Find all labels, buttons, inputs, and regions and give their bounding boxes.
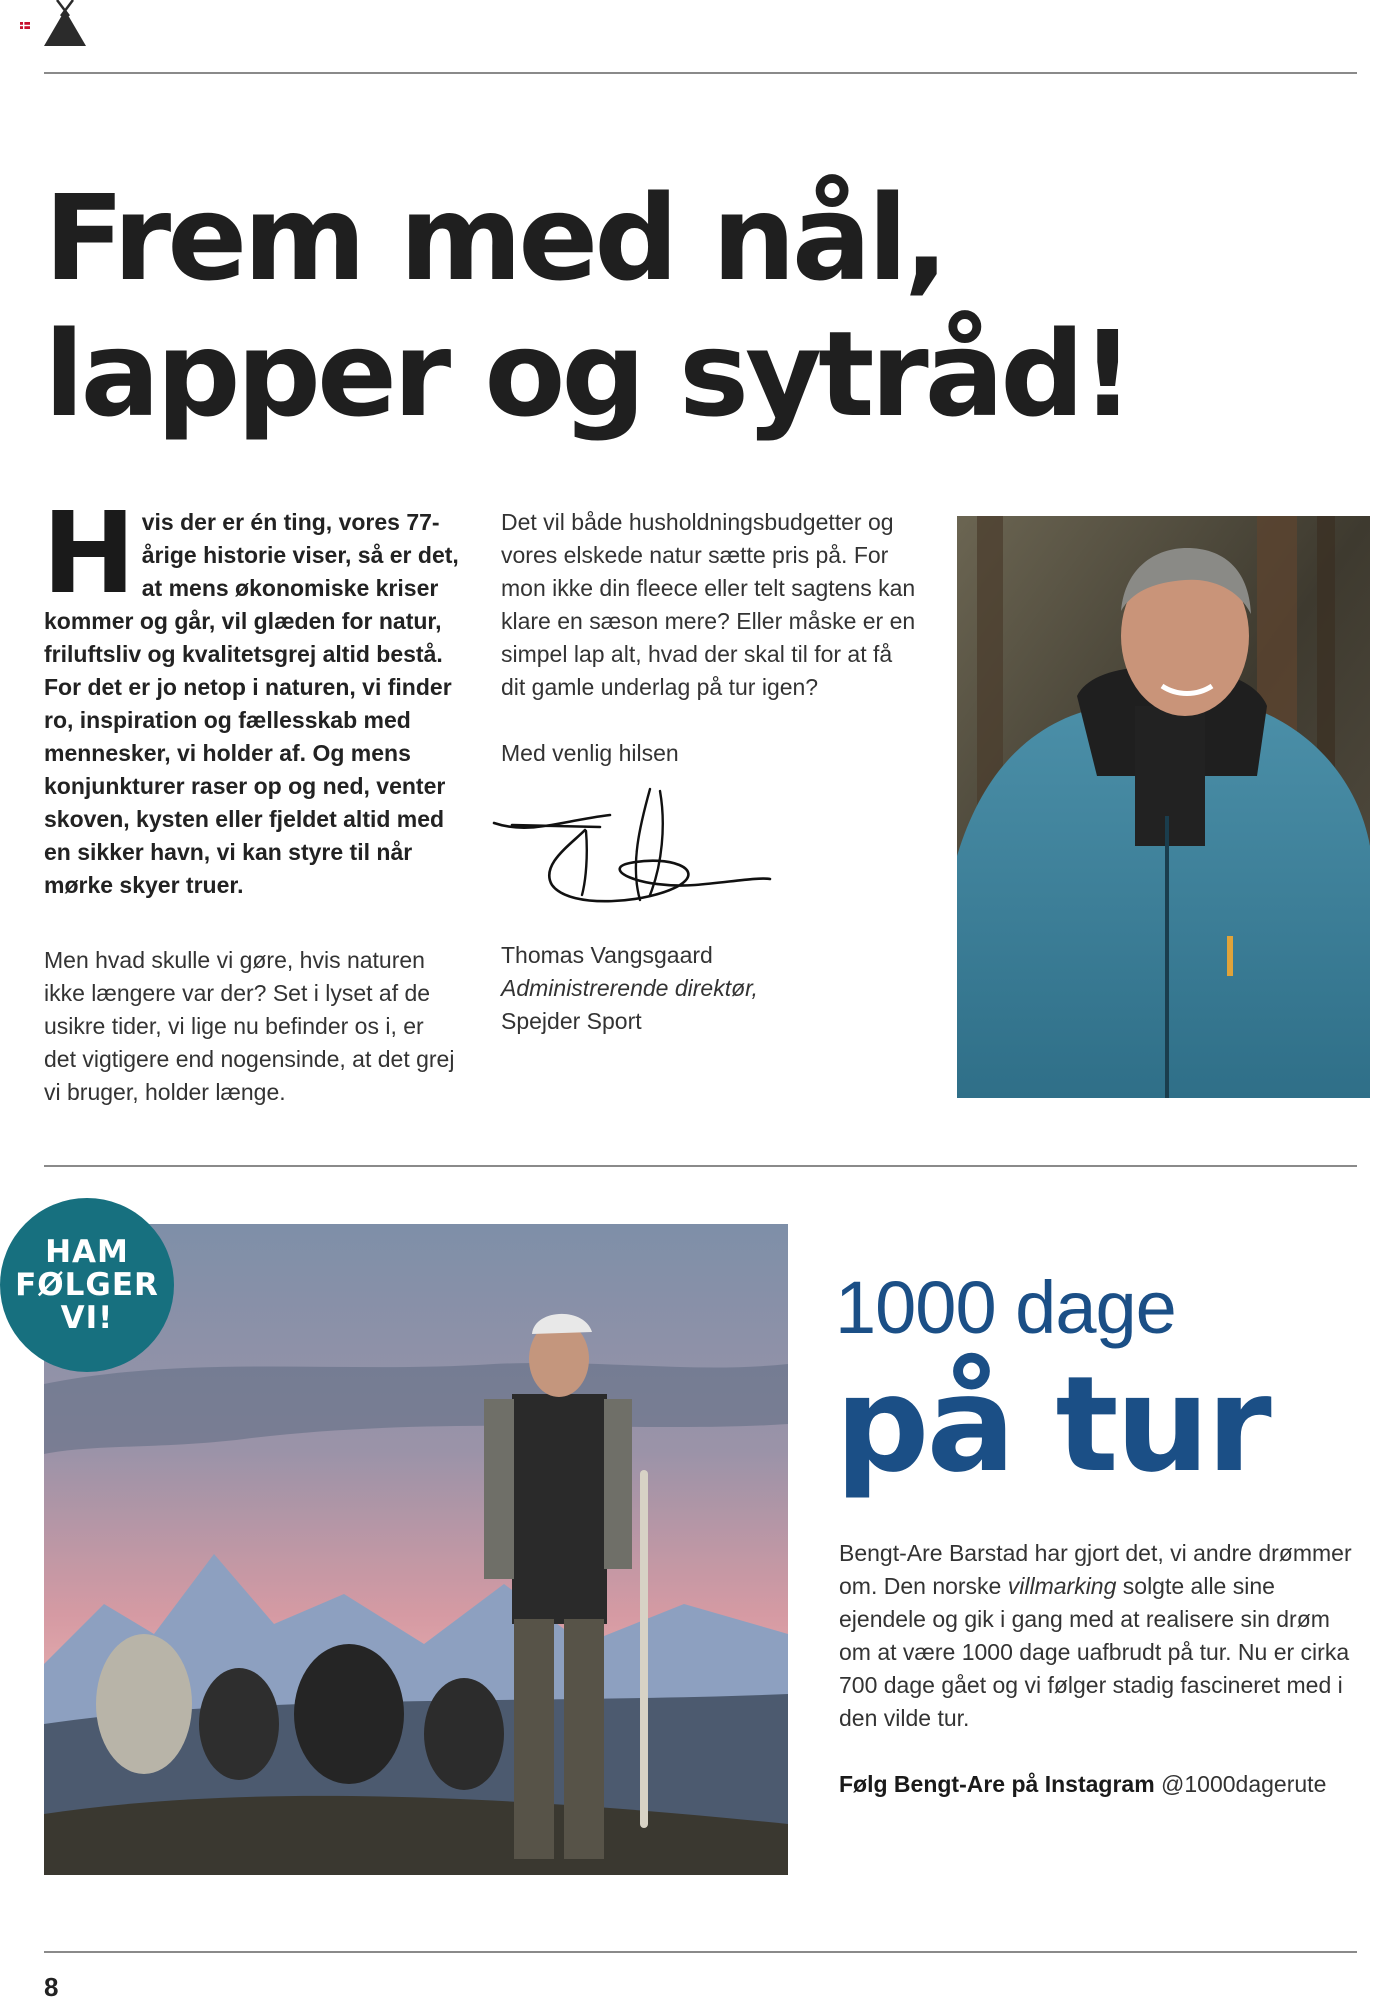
badge-line-2: FØLGER xyxy=(15,1266,159,1303)
portrait-photo xyxy=(957,516,1370,1098)
story-text-end: solgte alle sine ejendele og gik i gang med at realisere sin drøm om at være 1000 dage uafbrudt på tur. Nu er cirka 700 dage gået og vi følger stadig fascineret med i den vilde tur. xyxy=(839,1573,1350,1731)
lead-text: vis der er én ting, vores 77-årige historie viser, så er det, at mens økonomiske kriser kommer og går, vil glæden for natur, friluftsliv og kvalitetsgrej altid bestå. For det er jo netop i naturen, vi finder ro, inspiration og fællesskab med mennesker, vi holder af. Og mens konjunkturer raser op og ned, venter skoven, kysten eller fjeldet altid med en sikker havn, vi kan styre til når mørke skyer truer. xyxy=(44,509,459,898)
story-badge xyxy=(0,1198,174,1372)
signer-name: Thomas Vangsgaard xyxy=(501,942,713,968)
story-body xyxy=(839,1537,1359,1735)
headline-line-1: Frem med nål, xyxy=(44,169,945,307)
tipi-tent-icon xyxy=(40,0,90,46)
story-title-pre: 1000 dage xyxy=(835,1266,1176,1349)
header-divider xyxy=(44,72,1357,74)
page-number: 8 xyxy=(44,1972,59,2002)
follow-label: Følg Bengt-Are på Instagram xyxy=(839,1771,1155,1797)
instagram-follow xyxy=(839,1768,1326,1801)
intro-column-middle xyxy=(501,506,921,770)
closing-greeting: Med venlig hilsen xyxy=(501,740,679,766)
signer-company: Spejder Sport xyxy=(501,1008,642,1034)
body-paragraph: Men hvad skulle vi gøre, hvis naturen ikke længere var der? Set i lyset af de usikre tider, vi lige nu befinder os i, er det vigtigere end nogensinde, at det grej vi bruger, holder længe. xyxy=(44,947,455,1105)
section-divider xyxy=(44,1165,1357,1167)
body-paragraph: Det vil både husholdningsbudgetter og vores elskede natur sætte pris på. For mon ikke din fleece eller telt sagtens kan klare en sæson mere? Eller måske er en simpel lap alt, hvad der skal til for at få dit gamle underlag på tur igen? xyxy=(501,509,916,700)
handwritten-signature xyxy=(490,785,780,920)
signer-block xyxy=(501,939,901,1038)
intro-column-left xyxy=(42,489,459,1109)
footer-divider xyxy=(44,1951,1357,1953)
lead-paragraph xyxy=(42,489,459,902)
story-text-emphasis: villmarking xyxy=(1007,1573,1117,1599)
headline-line-2: lapper og sytråd! xyxy=(44,305,1131,443)
badge-line-3: VI! xyxy=(60,1299,114,1336)
page-title xyxy=(44,170,1144,442)
instagram-handle[interactable]: @1000dagerute xyxy=(1161,1771,1327,1797)
story-title: på tur xyxy=(835,1348,1269,1502)
story-text-start: Bengt-Are Barstad har gjort det, vi andre drømmer om. Den norske xyxy=(839,1540,1352,1599)
drop-cap: H xyxy=(42,489,136,619)
danish-flag-icon xyxy=(20,22,30,29)
signer-role: Administrerende direktør, xyxy=(501,975,758,1001)
story-paragraph xyxy=(839,1537,1359,1735)
badge-line-1: HAM xyxy=(45,1233,129,1270)
